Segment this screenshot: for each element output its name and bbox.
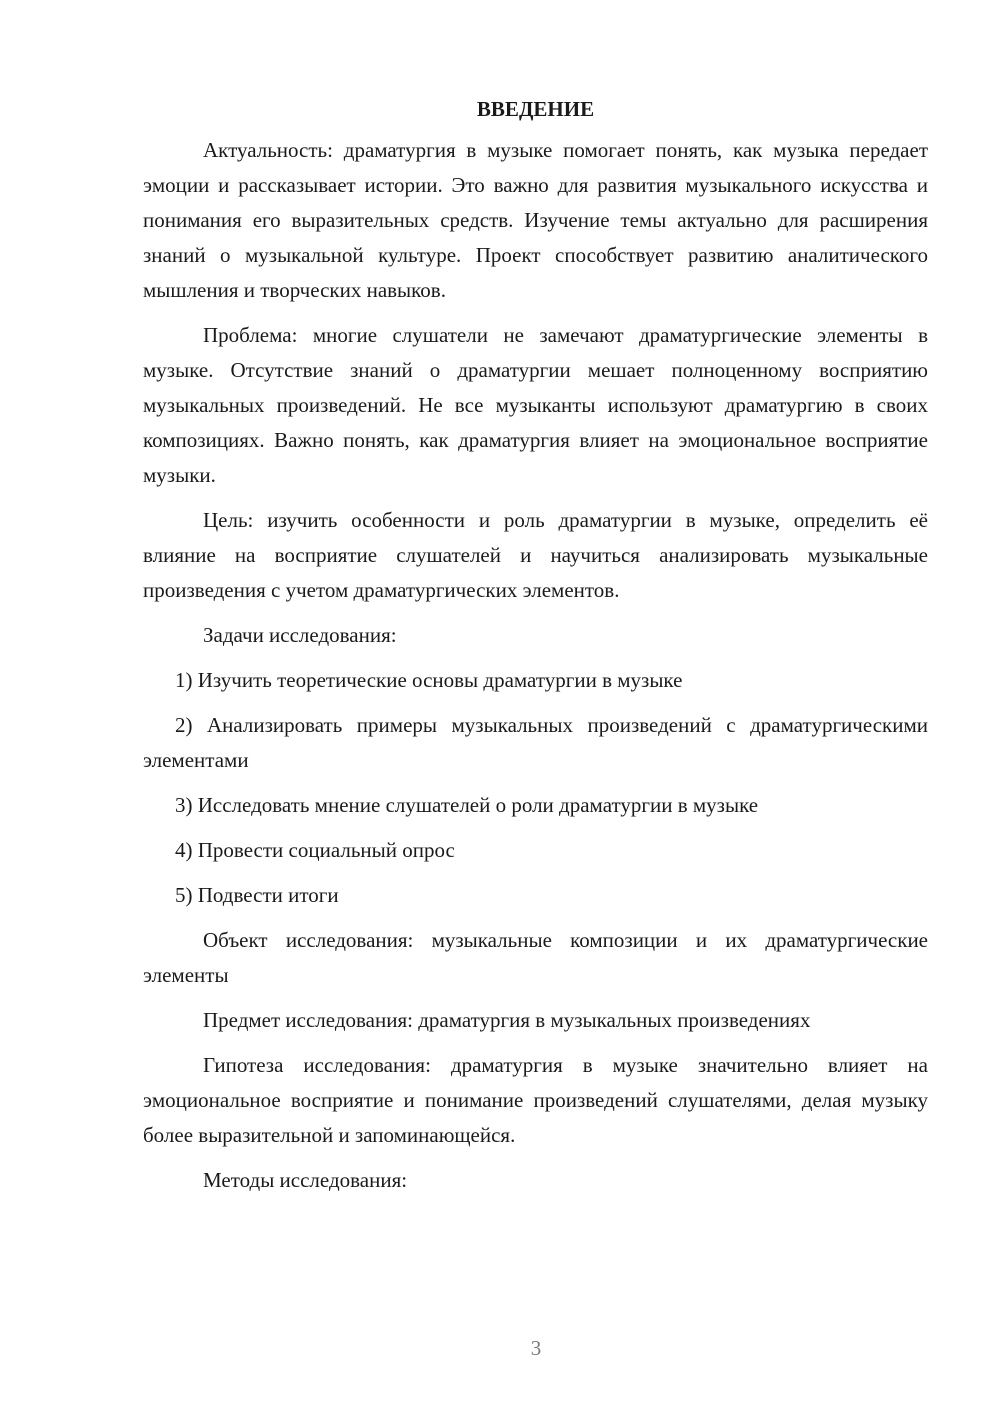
task-item: 3) Исследовать мнение слушателей о роли драматургии в музыке — [175, 793, 759, 817]
section-title: ВВЕДЕНИЕ — [476, 97, 595, 121]
task-item: 5) Подвести итоги — [175, 883, 339, 907]
problem-paragraph: Проблема: многие слушатели не замечают драматургические элементы в музыке. Отсутствие знаний о драматургии мешает полноценному восприятию музыкальных произведений. Не все музыканты используют драматургию в своих композициях. Важно понять, как драматургия влияет на эмоциональное восприятие музыки. — [143, 323, 928, 487]
task-item: 4) Провести социальный опрос — [175, 838, 455, 862]
tasks-heading: Задачи исследования: — [203, 623, 397, 647]
task-item: 1) Изучить теоретические основы драматургии в музыке — [175, 668, 683, 692]
goal-paragraph: Цель: изучить особенности и роль драматургии в музыке, определить её влияние на восприятие слушателей и научиться анализировать музыкальные произведения с учетом драматургических элементов. — [143, 508, 928, 602]
subject-paragraph: Предмет исследования: драматургия в музыкальных произведениях — [203, 1008, 811, 1032]
methods-heading: Методы исследования: — [203, 1168, 408, 1192]
page-number: 3 — [530, 1336, 542, 1360]
document-page — [143, 92, 928, 1208]
hypothesis-paragraph: Гипотеза исследования: драматургия в музыке значительно влияет на эмоциональное восприятие и понимание произведений слушателями, делая музыку более выразительной и запоминающейся. — [143, 1053, 928, 1147]
task-item: 2) Анализировать примеры музыкальных произведений с драматургическими элементами — [143, 713, 928, 772]
relevance-paragraph: Актуальность: драматургия в музыке помогает понять, как музыка передает эмоции и рассказывает истории. Это важно для развития музыкального искусства и понимания его выразительных средств. Изучение темы актуально для расширения знаний о музыкальной культуре. Проект способствует развитию аналитического мышления и творческих навыков. — [143, 138, 928, 302]
object-paragraph: Объект исследования: музыкальные композиции и их драматургические элементы — [143, 928, 928, 987]
